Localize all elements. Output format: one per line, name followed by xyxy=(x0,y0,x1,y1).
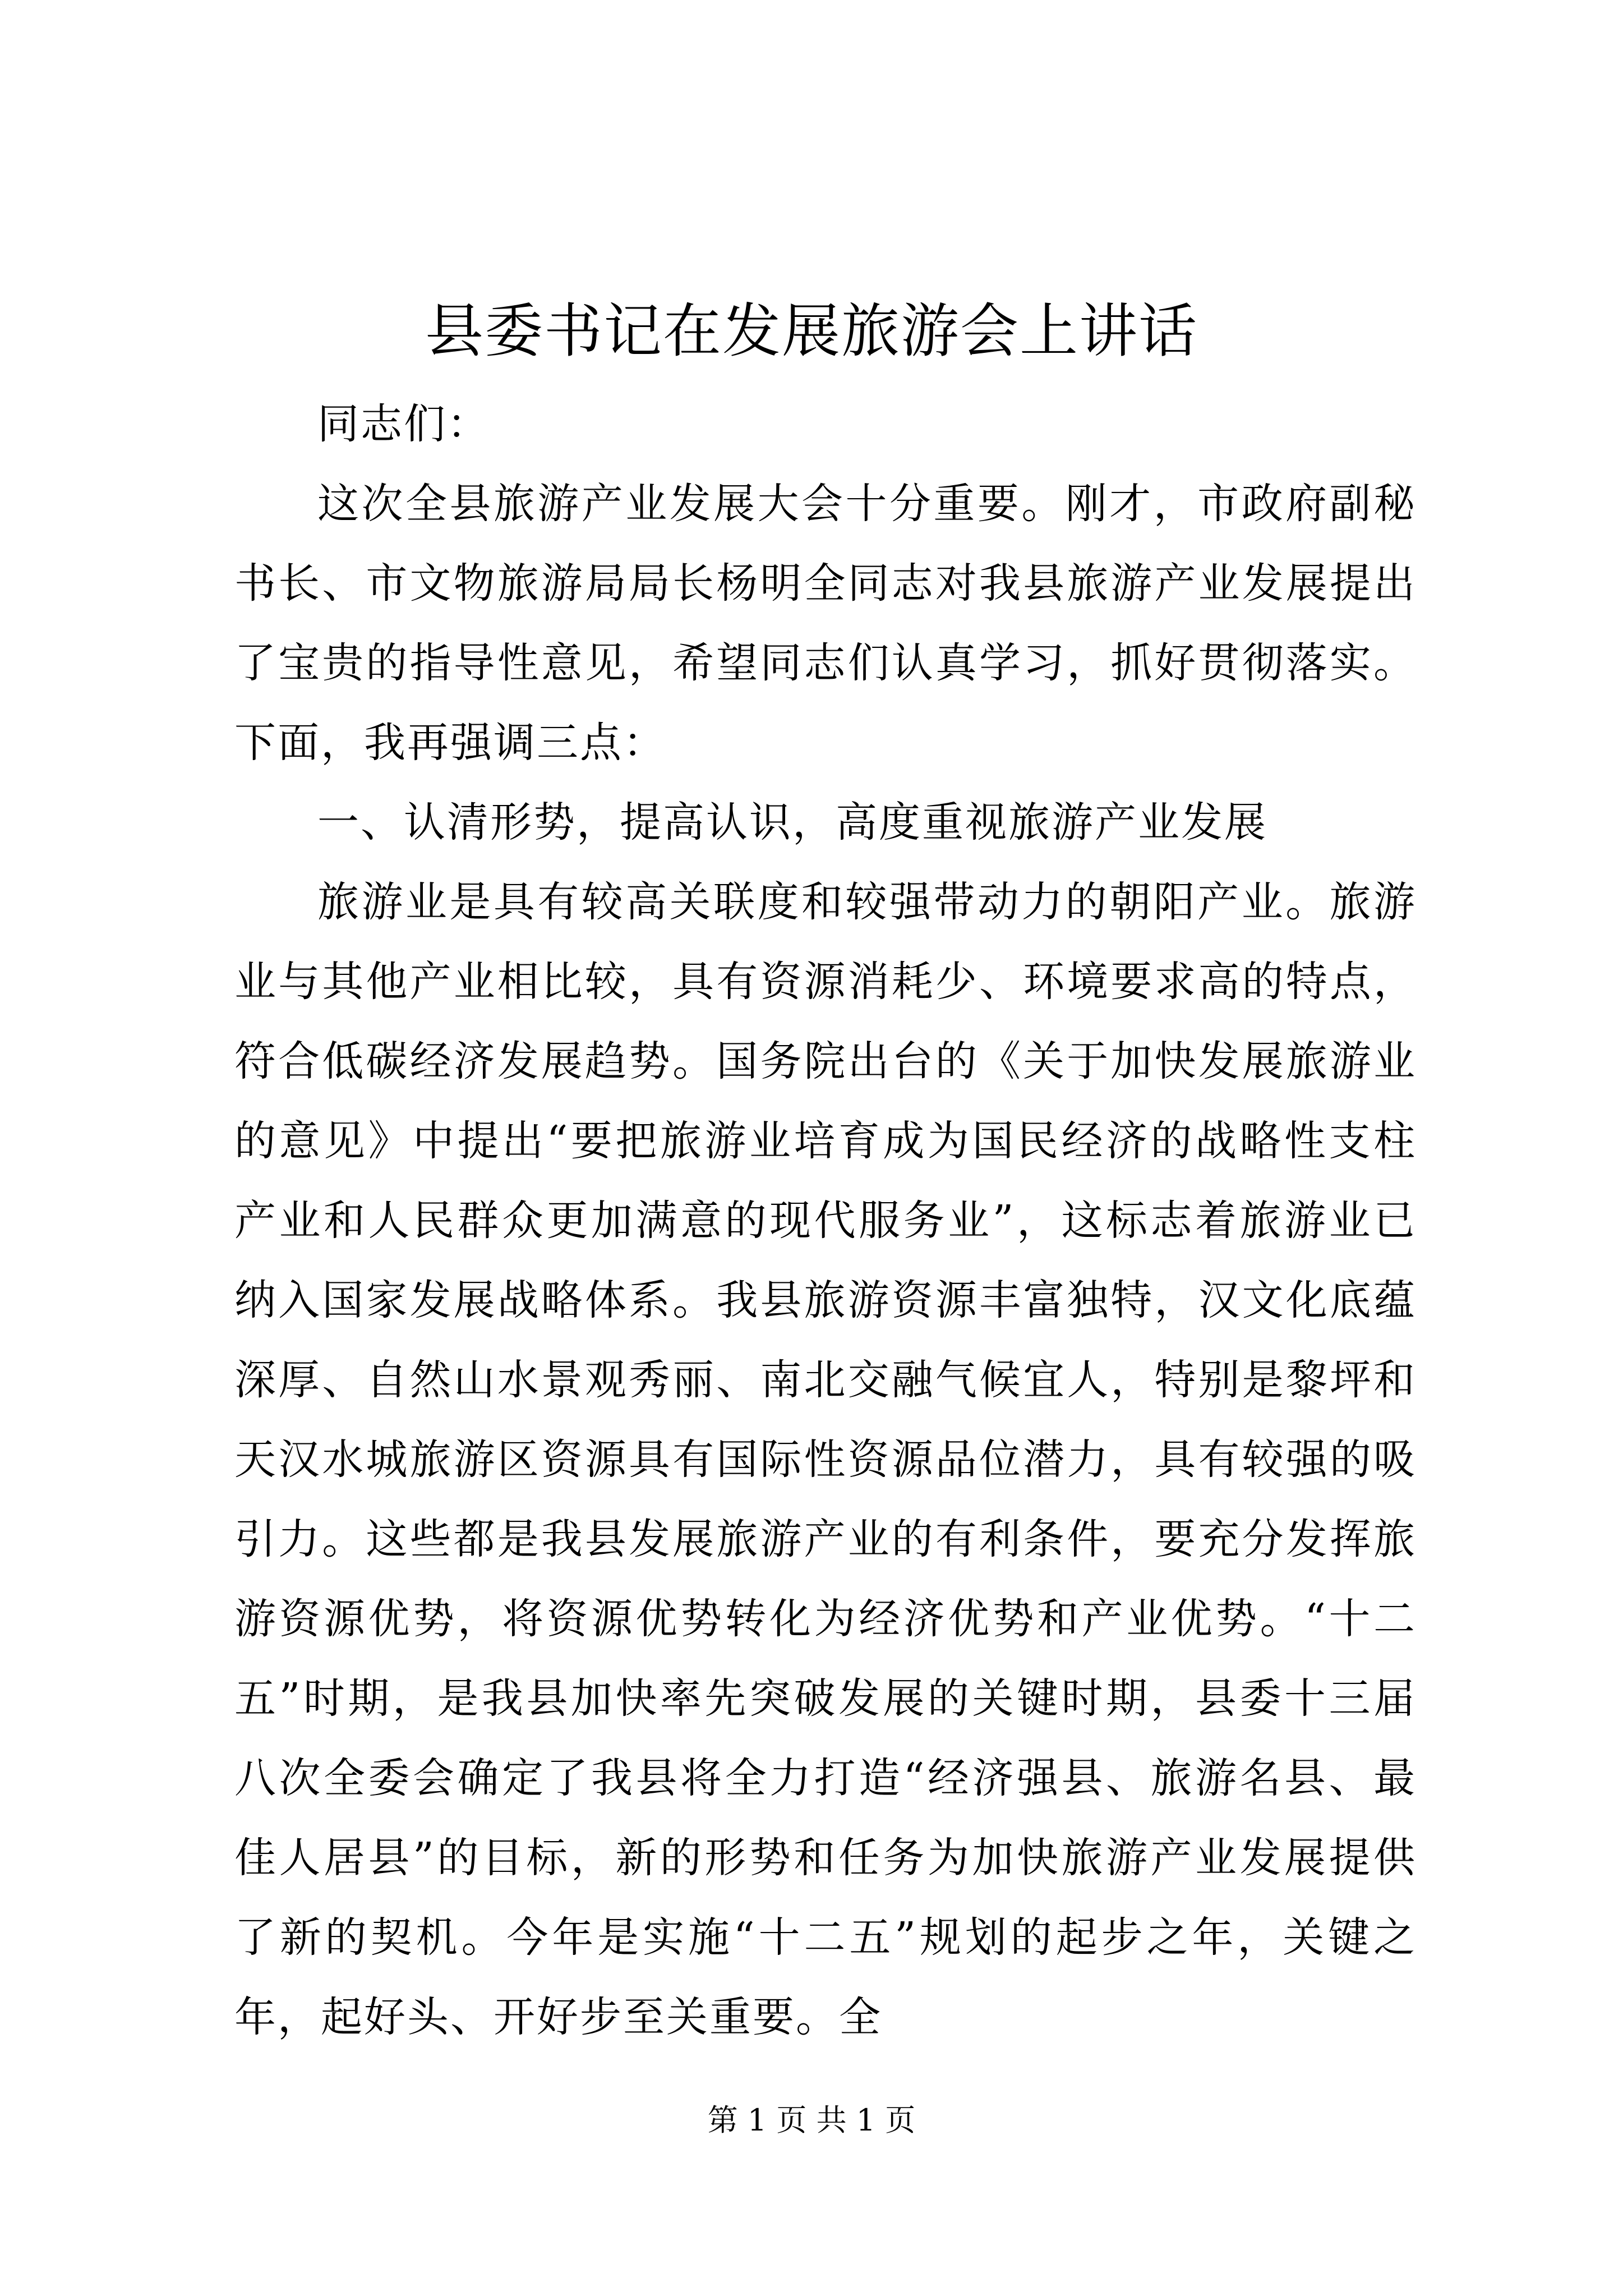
salutation: 同志们： xyxy=(317,400,490,448)
paragraph-tourism: 旅游业是具有较高关联度和较强带动力的朝阳产业。旅游业与其他产业相比较，具有资源消耗少、环境要求高的特点，符合低碳经济发展趋势。国务院出台的《关于加快发展旅游业的意见》中提出“要把旅游业培育成为国民经济的战略性支柱产业和人民群众更加满意的现代服务业”，这标志着旅游业已纳入国家发展战略体系。我县旅游资源丰富独特，汉文化底蕴深厚、自然山水景观秀丽、南北交融气候宜人，特别是黎坪和天汉水城旅游区资源具有国际性资源品位潜力，具有较强的吸引力。这些都是我县发展旅游产业的有利条件，要充分发挥旅游资源优势，将资源优势转化为经济优势和产业优势。“十二五”时期，是我县加快率先突破发展的关键时期，县委十三届八次全委会确定了我县将全力打造“经济强县、旅游名县、最佳人居县”的目标，新的形势和任务为加快旅游产业发展提供了新的契机。今年是实施“十二五”规划的起步之年，关键之年，起好头、开好步至关重要。全 xyxy=(234,878,1417,2041)
page-footer: 第 1 页 共 1 页 xyxy=(707,2102,916,2138)
page-title: 县委书记在发展旅游会上讲话 xyxy=(425,297,1198,365)
paragraph-intro: 这次全县旅游产业发展大会十分重要。刚才，市政府副秘书长、市文物旅游局局长杨明全同志对我县旅游产业发展提出了宝贵的指导性意见，希望同志们认真学习，抓好贯彻落实。下面，我再强调三点： xyxy=(234,480,1417,767)
document-body xyxy=(234,384,1417,2057)
section-heading-1: 一、认清形势，提高认识，高度重视旅游产业发展 xyxy=(317,798,1267,846)
